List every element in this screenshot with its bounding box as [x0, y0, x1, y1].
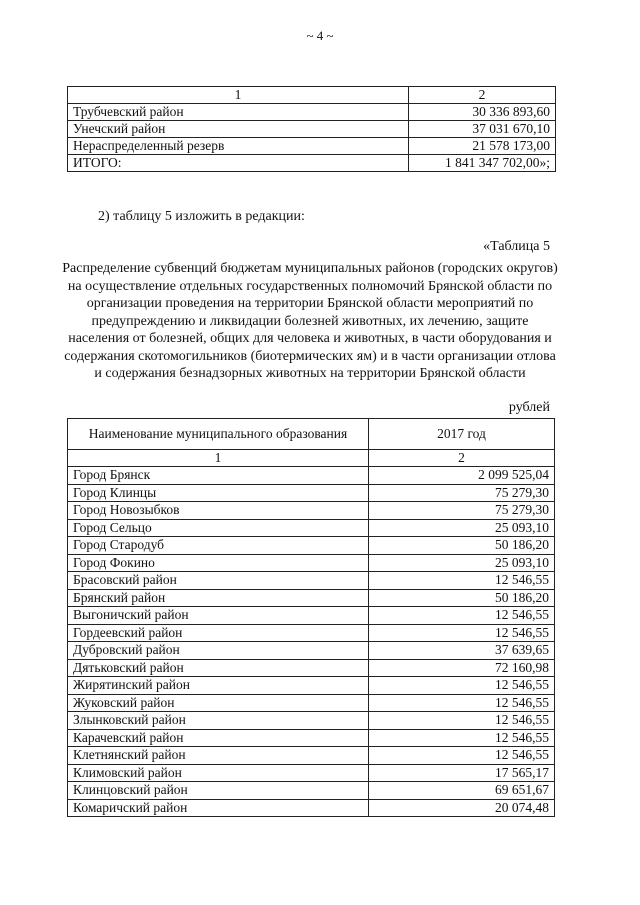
table-row: [68, 572, 555, 590]
row-value: 20 074,48: [369, 799, 555, 817]
table-row: [68, 764, 555, 782]
row-value: 75 279,30: [369, 484, 555, 502]
table-row: [68, 467, 555, 485]
column-number: 2: [369, 450, 555, 467]
row-value: 37 031 670,10: [409, 121, 556, 138]
table-row: [68, 554, 555, 572]
table-row: [68, 589, 555, 607]
row-value: 2 099 525,04: [369, 467, 555, 485]
row-value: 25 093,10: [369, 554, 555, 572]
row-name: Дубровский район: [68, 642, 369, 660]
table-label: «Таблица 5: [483, 239, 550, 254]
units-label: рублей: [508, 400, 550, 415]
table-row: [68, 537, 555, 555]
table-row: [68, 747, 555, 765]
table-row: [68, 138, 556, 155]
row-name: Злынковский район: [68, 712, 369, 730]
table-row: [68, 624, 555, 642]
row-name: Жирятинский район: [68, 677, 369, 695]
row-name: Нераспределенный резерв: [68, 138, 409, 155]
row-value: 12 546,55: [369, 624, 555, 642]
row-name: Климовский район: [68, 764, 369, 782]
table-row: [68, 659, 555, 677]
table-row: [68, 694, 555, 712]
row-value: 69 651,67: [369, 782, 555, 800]
row-name: Город Стародуб: [68, 537, 369, 555]
row-value: 37 639,65: [369, 642, 555, 660]
header-cell: 2: [409, 87, 556, 104]
table-row: [68, 712, 555, 730]
table-row: [68, 155, 556, 172]
row-value: 12 546,55: [369, 607, 555, 625]
table-caption: Распределение субвенций бюджетам муниципальных районов (городских округов) на осуществление отдельных государственных полномочий Брянской области по организации проведения на территории Брянской области мероприятий по предупреждению и ликвидации болезней животных, их лечению, защите населения от болезней, общих для человека и животных, в части оборудования и содержания скотомогильников (биотермических ям) и в части организации отлова и содержания безнадзорных животных на территории Брянской области: [62, 261, 558, 381]
row-value: 1 841 347 702,00»;: [409, 155, 556, 172]
table-row: [68, 607, 555, 625]
row-name: Город Брянск: [68, 467, 369, 485]
row-value: 50 186,20: [369, 589, 555, 607]
table-row: [68, 729, 555, 747]
row-value: 25 093,10: [369, 519, 555, 537]
table-row: [68, 782, 555, 800]
top-table-header-row: [68, 87, 556, 104]
table-row: [68, 502, 555, 520]
row-name: Город Фокино: [68, 554, 369, 572]
row-name: Выгоничский район: [68, 607, 369, 625]
column-numbers-row: [68, 450, 555, 467]
row-name: ИТОГО:: [68, 155, 409, 172]
row-name: Трубчевский район: [68, 104, 409, 121]
row-value: 21 578 173,00: [409, 138, 556, 155]
row-name: Комаричский район: [68, 799, 369, 817]
row-value: 12 546,55: [369, 747, 555, 765]
table-row: [68, 642, 555, 660]
row-name: Карачевский район: [68, 729, 369, 747]
table-row: [68, 799, 555, 817]
column-header-year: 2017 год: [369, 419, 555, 450]
row-value: 12 546,55: [369, 712, 555, 730]
row-value: 30 336 893,60: [409, 104, 556, 121]
row-name: Клетнянский район: [68, 747, 369, 765]
row-value: 12 546,55: [369, 572, 555, 590]
row-name: Гордеевский район: [68, 624, 369, 642]
table-row: [68, 677, 555, 695]
table-row: [68, 519, 555, 537]
column-header-name: Наименование муниципального образования: [68, 419, 369, 450]
table-row: [68, 484, 555, 502]
row-value: 50 186,20: [369, 537, 555, 555]
row-name: Клинцовский район: [68, 782, 369, 800]
main-table-header-row: [68, 419, 555, 450]
row-name: Город Клинцы: [68, 484, 369, 502]
row-value: 12 546,55: [369, 694, 555, 712]
amendment-paragraph: 2) таблицу 5 изложить в редакции:: [98, 209, 305, 224]
row-name: Город Сельцо: [68, 519, 369, 537]
row-name: Унечский район: [68, 121, 409, 138]
row-name: Город Новозыбков: [68, 502, 369, 520]
subvention-table: [67, 418, 555, 817]
row-value: 17 565,17: [369, 764, 555, 782]
row-name: Жуковский район: [68, 694, 369, 712]
row-name: Брянский район: [68, 589, 369, 607]
row-value: 72 160,98: [369, 659, 555, 677]
header-cell: 1: [68, 87, 409, 104]
table-row: [68, 104, 556, 121]
row-name: Брасовский район: [68, 572, 369, 590]
table-row: [68, 121, 556, 138]
top-table: [67, 86, 556, 172]
row-value: 12 546,55: [369, 677, 555, 695]
row-value: 12 546,55: [369, 729, 555, 747]
column-number: 1: [68, 450, 369, 467]
row-name: Дятьковский район: [68, 659, 369, 677]
page-number: ~ 4 ~: [306, 28, 334, 43]
row-value: 75 279,30: [369, 502, 555, 520]
